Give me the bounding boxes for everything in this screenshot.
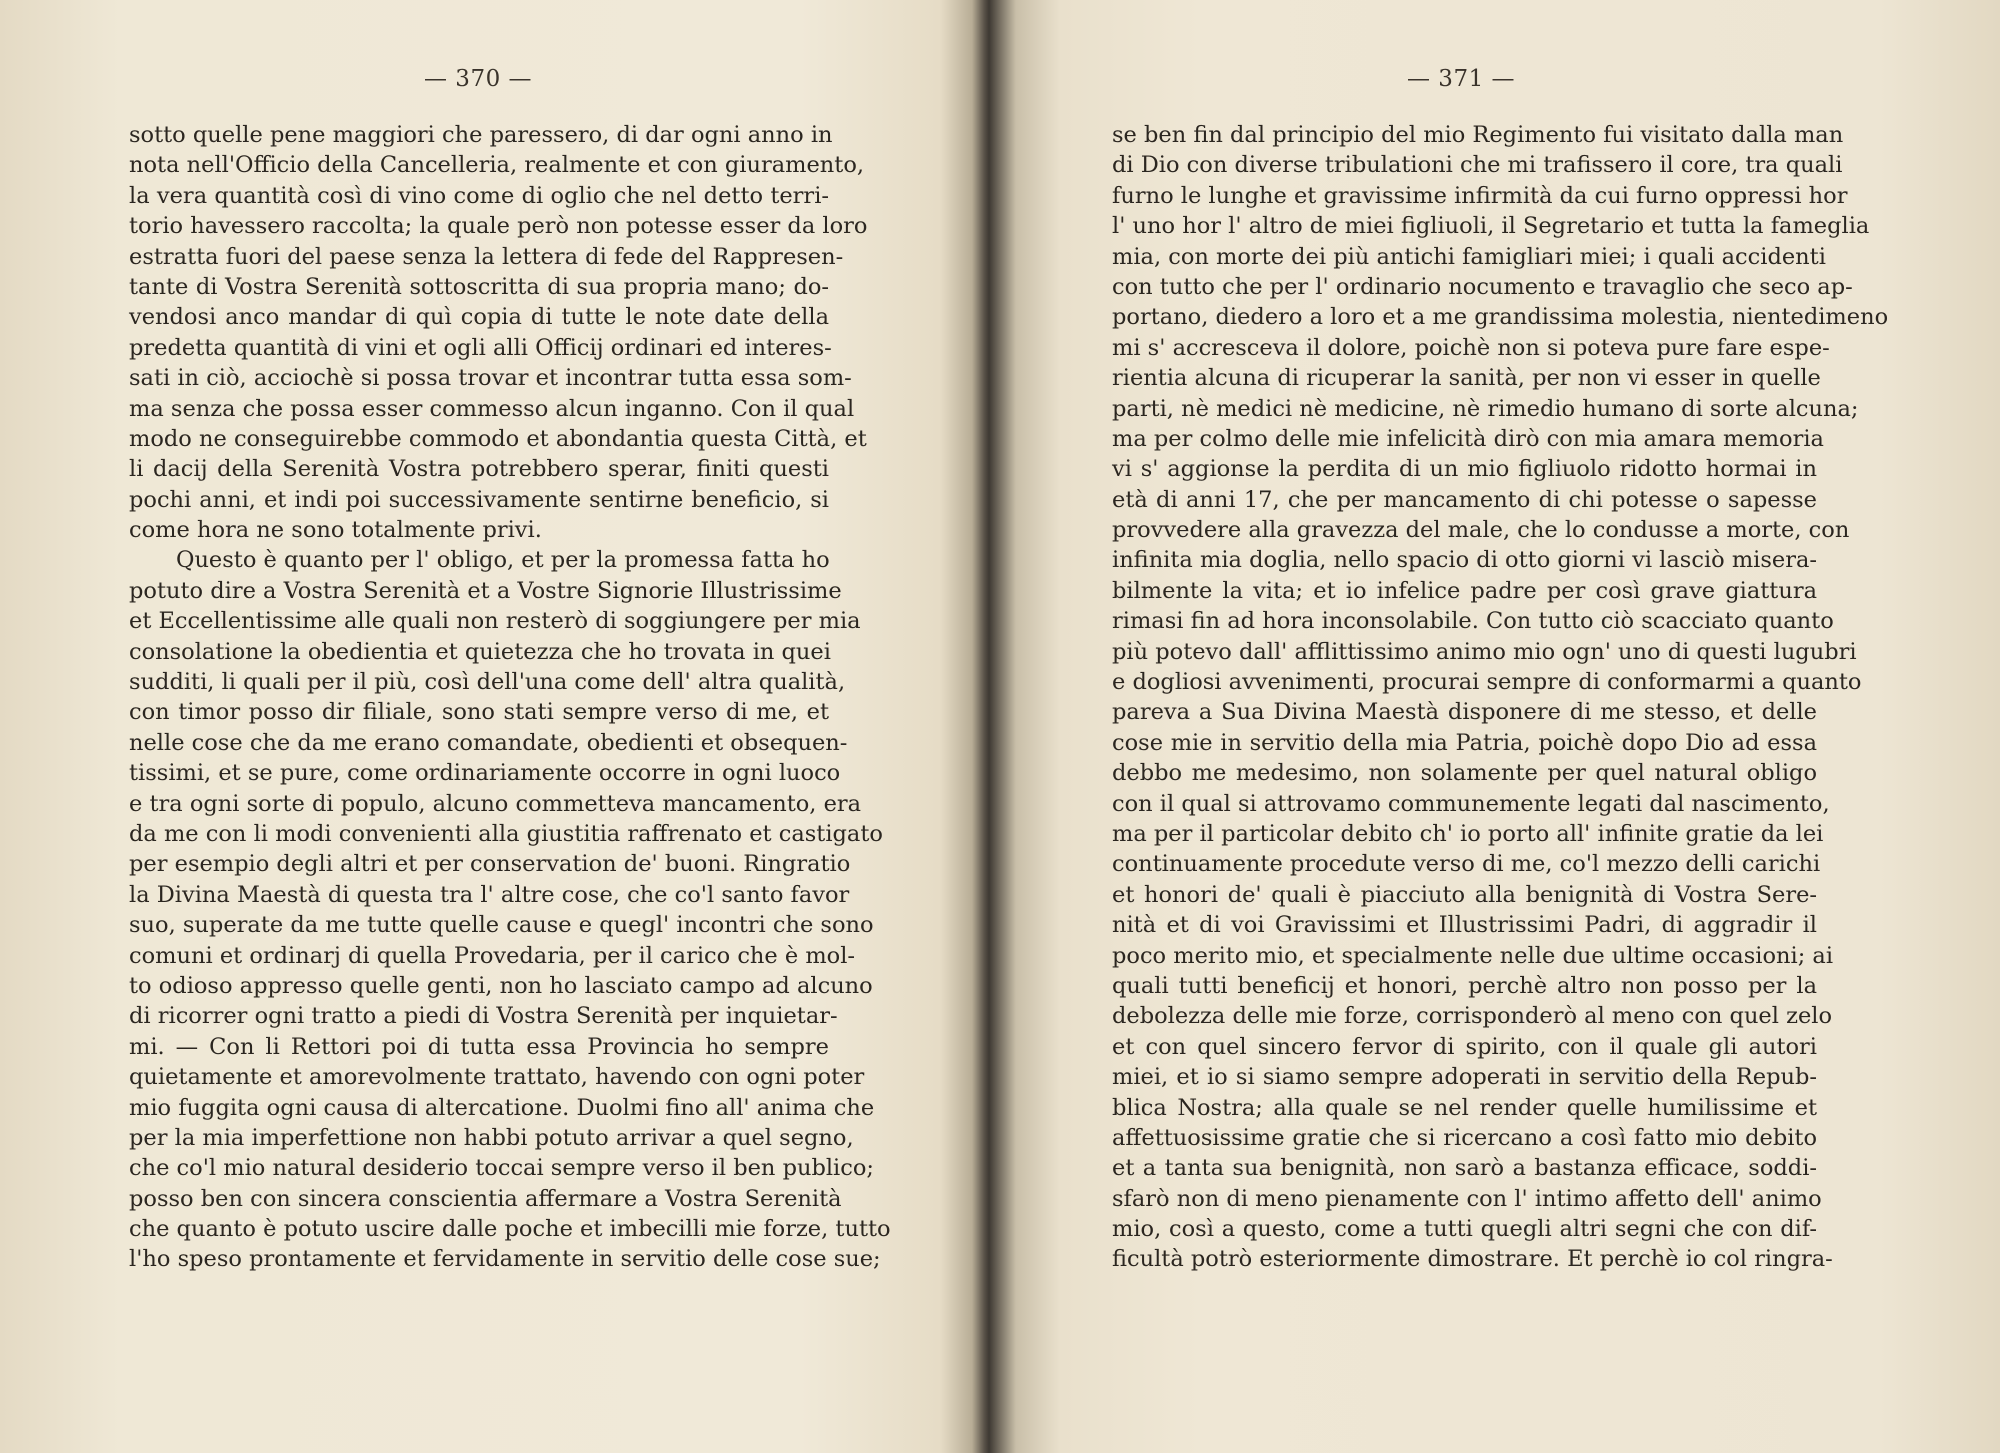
text-line: et a tanta sua benignità, non sarò a bastanza efficace, soddi-: [1112, 1155, 1817, 1182]
text-line: parti, nè medici nè medicine, nè rimedio humano di sorte alcuna;: [1112, 395, 1859, 422]
text-line: mio, così a questo, come a tutti quegli altri segni che con dif-: [1112, 1216, 1817, 1243]
text-line: da me con li modi convenienti alla giustitia raffrenato et castigato: [129, 820, 883, 847]
page-number-left: — 370 —: [424, 66, 533, 92]
text-line: la vera quantità così di vino come di oglio che nel detto terri-: [129, 182, 829, 209]
text-line: ma senza che possa esser commesso alcun inganno. Con il qual: [129, 395, 855, 422]
text-line: consolatione la obedientia et quietezza che ho trovata in quei: [129, 638, 831, 665]
text-line: miei, et io si siamo sempre adoperati in servitio della Repub-: [1112, 1064, 1817, 1091]
text-line: estratta fuori del paese senza la lettera di fede del Rappresen-: [129, 243, 844, 270]
text-line: li dacij della Serenità Vostra potrebbero sperar, finiti questi: [129, 456, 829, 483]
text-line: portano, diedero a loro et a me grandissima molestia, nientedimeno: [1112, 304, 1889, 331]
text-line: provvedere alla gravezza del male, che lo condusse a morte, con: [1112, 517, 1850, 544]
text-line: come hora ne sono totalmente privi.: [129, 517, 542, 544]
text-line: et honori de' quali è piacciuto alla benignità di Vostra Sere-: [1112, 881, 1817, 908]
text-line: nità et di voi Gravissimi et Illustrissimi Padri, di aggradir il: [1112, 912, 1817, 939]
text-line: ma per il particolar debito ch' io porto all' infinite gratie da lei: [1112, 820, 1824, 847]
text-line: sati in ciò, acciochè si possa trovar et incontrar tutta essa som-: [129, 365, 852, 392]
text-line: e tra ogni sorte di populo, alcuno commetteva mancamento, era: [129, 790, 862, 817]
page-number-right: — 371 —: [1407, 66, 1516, 92]
text-line: con tutto che per l' ordinario nocumento e travaglio che seco ap-: [1112, 273, 1853, 300]
text-line: tante di Vostra Serenità sottoscritta di sua propria mano; do-: [129, 273, 829, 300]
text-line: nota nell'Officio della Cancelleria, realmente et con giuramento,: [129, 152, 865, 179]
text-line: mia, con morte dei più antichi famigliari miei; i quali accidenti: [1112, 243, 1826, 270]
text-line: se ben fin dal principio del mio Regimento fui visitato dalla man: [1112, 122, 1844, 148]
text-line: mi. — Con li Rettori poi di tutta essa Provincia ho sempre: [129, 1033, 829, 1060]
text-line: mi s' accresceva il dolore, poichè non si poteva pure fare espe-: [1112, 334, 1830, 361]
text-line: con il qual si attrovamo communemente legati dal nascimento,: [1112, 790, 1830, 817]
text-line: Questo è quanto per l' obligo, et per la promessa fatta ho: [176, 547, 830, 574]
text-line: e dogliosi avvenimenti, procurai sempre di conformarmi a quanto: [1112, 669, 1862, 696]
text-line: infinita mia doglia, nello spacio di otto giorni vi lasciò misera-: [1112, 547, 1818, 574]
text-line: suo, superate da me tutte quelle cause e quegl' incontri che sono: [129, 912, 874, 939]
left-page: [0, 0, 960, 1453]
text-line: vendosi anco mandar di quì copia di tutte le note date della: [129, 304, 829, 331]
text-line: bilmente la vita; et io infelice padre per così grave giattura: [1112, 577, 1817, 604]
text-line: torio havessero raccolta; la quale però non potesse esser da loro: [129, 213, 868, 240]
text-line: ficultà potrò esteriormente dimostrare. Et perchè io col ringra-: [1112, 1246, 1833, 1273]
text-line: che co'l mio natural desiderio toccai sempre verso il ben publico;: [129, 1155, 874, 1182]
text-line: età di anni 17, che per mancamento di chi potesse o sapesse: [1112, 486, 1817, 513]
text-line: comuni et ordinarj di quella Provedaria, per il carico che è mol-: [129, 942, 856, 969]
text-line: pareva a Sua Divina Maestà disponere di me stesso, et delle: [1112, 699, 1817, 726]
text-line: quali tutti beneficij et honori, perchè altro non posso per la: [1112, 972, 1817, 999]
text-line: sudditi, li quali per il più, così dell'una come dell' altra qualità,: [129, 669, 846, 696]
text-line: più potevo dall' afflittissimo animo mio ogn' uno di questi lugubri: [1112, 638, 1857, 665]
text-line: poco merito mio, et specialmente nelle due ultime occasioni; ai: [1112, 942, 1834, 969]
text-line: di Dio con diverse tribulationi che mi trafissero il core, tra quali: [1112, 152, 1843, 179]
text-line: quietamente et amorevolmente trattato, havendo con ogni poter: [129, 1064, 865, 1091]
text-line: blica Nostra; alla quale se nel render quelle humilissime et: [1112, 1094, 1817, 1121]
text-line: cose mie in servitio della mia Patria, poichè dopo Dio ad essa: [1112, 729, 1817, 756]
text-line: rimasi fin ad hora inconsolabile. Con tutto ciò scacciato quanto: [1112, 608, 1834, 635]
text-line: potuto dire a Vostra Serenità et a Vostre Signorie Illustrissime: [129, 577, 842, 604]
text-line: posso ben con sincera conscientia affermare a Vostra Serenità: [129, 1185, 842, 1212]
text-line: nelle cose che da me erano comandate, obedienti et obsequen-: [129, 729, 848, 756]
text-line: mio fuggita ogni causa di altercatione. Duolmi fino all' anima che: [129, 1094, 875, 1121]
text-line: to odioso appresso quelle genti, non ho lasciato campo ad alcuno: [129, 972, 873, 999]
text-line: di ricorrer ogni tratto a piedi di Vostra Serenità per inquietar-: [129, 1003, 838, 1030]
text-line: l' uno hor l' altro de miei figliuoli, il Segretario et tutta la fameglia: [1112, 213, 1870, 240]
text-line: pochi anni, et indi poi successivamente sentirne beneficio, si: [129, 486, 829, 513]
text-line: sotto quelle pene maggiori che paressero, di dar ogni anno in: [129, 122, 833, 148]
text-line: che quanto è potuto uscire dalle poche et imbecilli mie forze, tutto: [129, 1216, 891, 1243]
right-page-text: [1112, 120, 1889, 1275]
right-page: [985, 0, 2000, 1453]
text-line: predetta quantità di vini et ogli alli Officij ordinari ed interes-: [129, 334, 832, 361]
text-line: per la mia imperfettione non habbi potuto arrivar a quel segno,: [129, 1124, 854, 1151]
text-line: per esempio degli altri et per conservation de' buoni. Ringratio: [129, 851, 851, 878]
text-line: sfarò non di meno pienamente con l' intimo affetto dell' animo: [1112, 1185, 1822, 1212]
text-line: furno le lunghe et gravissime infirmità da cui furno oppressi hor: [1112, 182, 1848, 209]
text-line: debbo me medesimo, non solamente per quel natural obligo: [1112, 760, 1817, 787]
text-line: modo ne conseguirebbe commodo et abondantia questa Città, et: [129, 425, 867, 452]
text-line: et Eccellentissime alle quali non resterò di soggiungere per mia: [129, 608, 861, 635]
text-line: et con quel sincero fervor di spirito, con il quale gli autori: [1112, 1033, 1817, 1060]
text-line: rientia alcuna di ricuperar la sanità, per non vi esser in quelle: [1112, 365, 1821, 392]
text-line: con timor posso dir filiale, sono stati sempre verso di me, et: [129, 699, 829, 726]
text-line: affettuosissime gratie che si ricercano a così fatto mio debito: [1112, 1124, 1817, 1151]
left-page-text: [129, 120, 891, 1275]
text-line: continuamente procedute verso di me, co'l mezzo delli carichi: [1112, 851, 1821, 878]
text-line: l'ho speso prontamente et fervidamente in servitio delle cose sue;: [129, 1246, 881, 1273]
text-line: ma per colmo delle mie infelicità dirò con mia amara memoria: [1112, 425, 1824, 452]
text-line: debolezza delle mie forze, corrisponderò al meno con quel zelo: [1112, 1003, 1833, 1030]
text-line: tissimi, et se pure, come ordinariamente occorre in ogni luoco: [129, 760, 841, 787]
text-line: la Divina Maestà di questa tra l' altre cose, che co'l santo favor: [129, 881, 850, 908]
text-line: vi s' aggionse la perdita di un mio figliuolo ridotto hormai in: [1112, 456, 1817, 483]
